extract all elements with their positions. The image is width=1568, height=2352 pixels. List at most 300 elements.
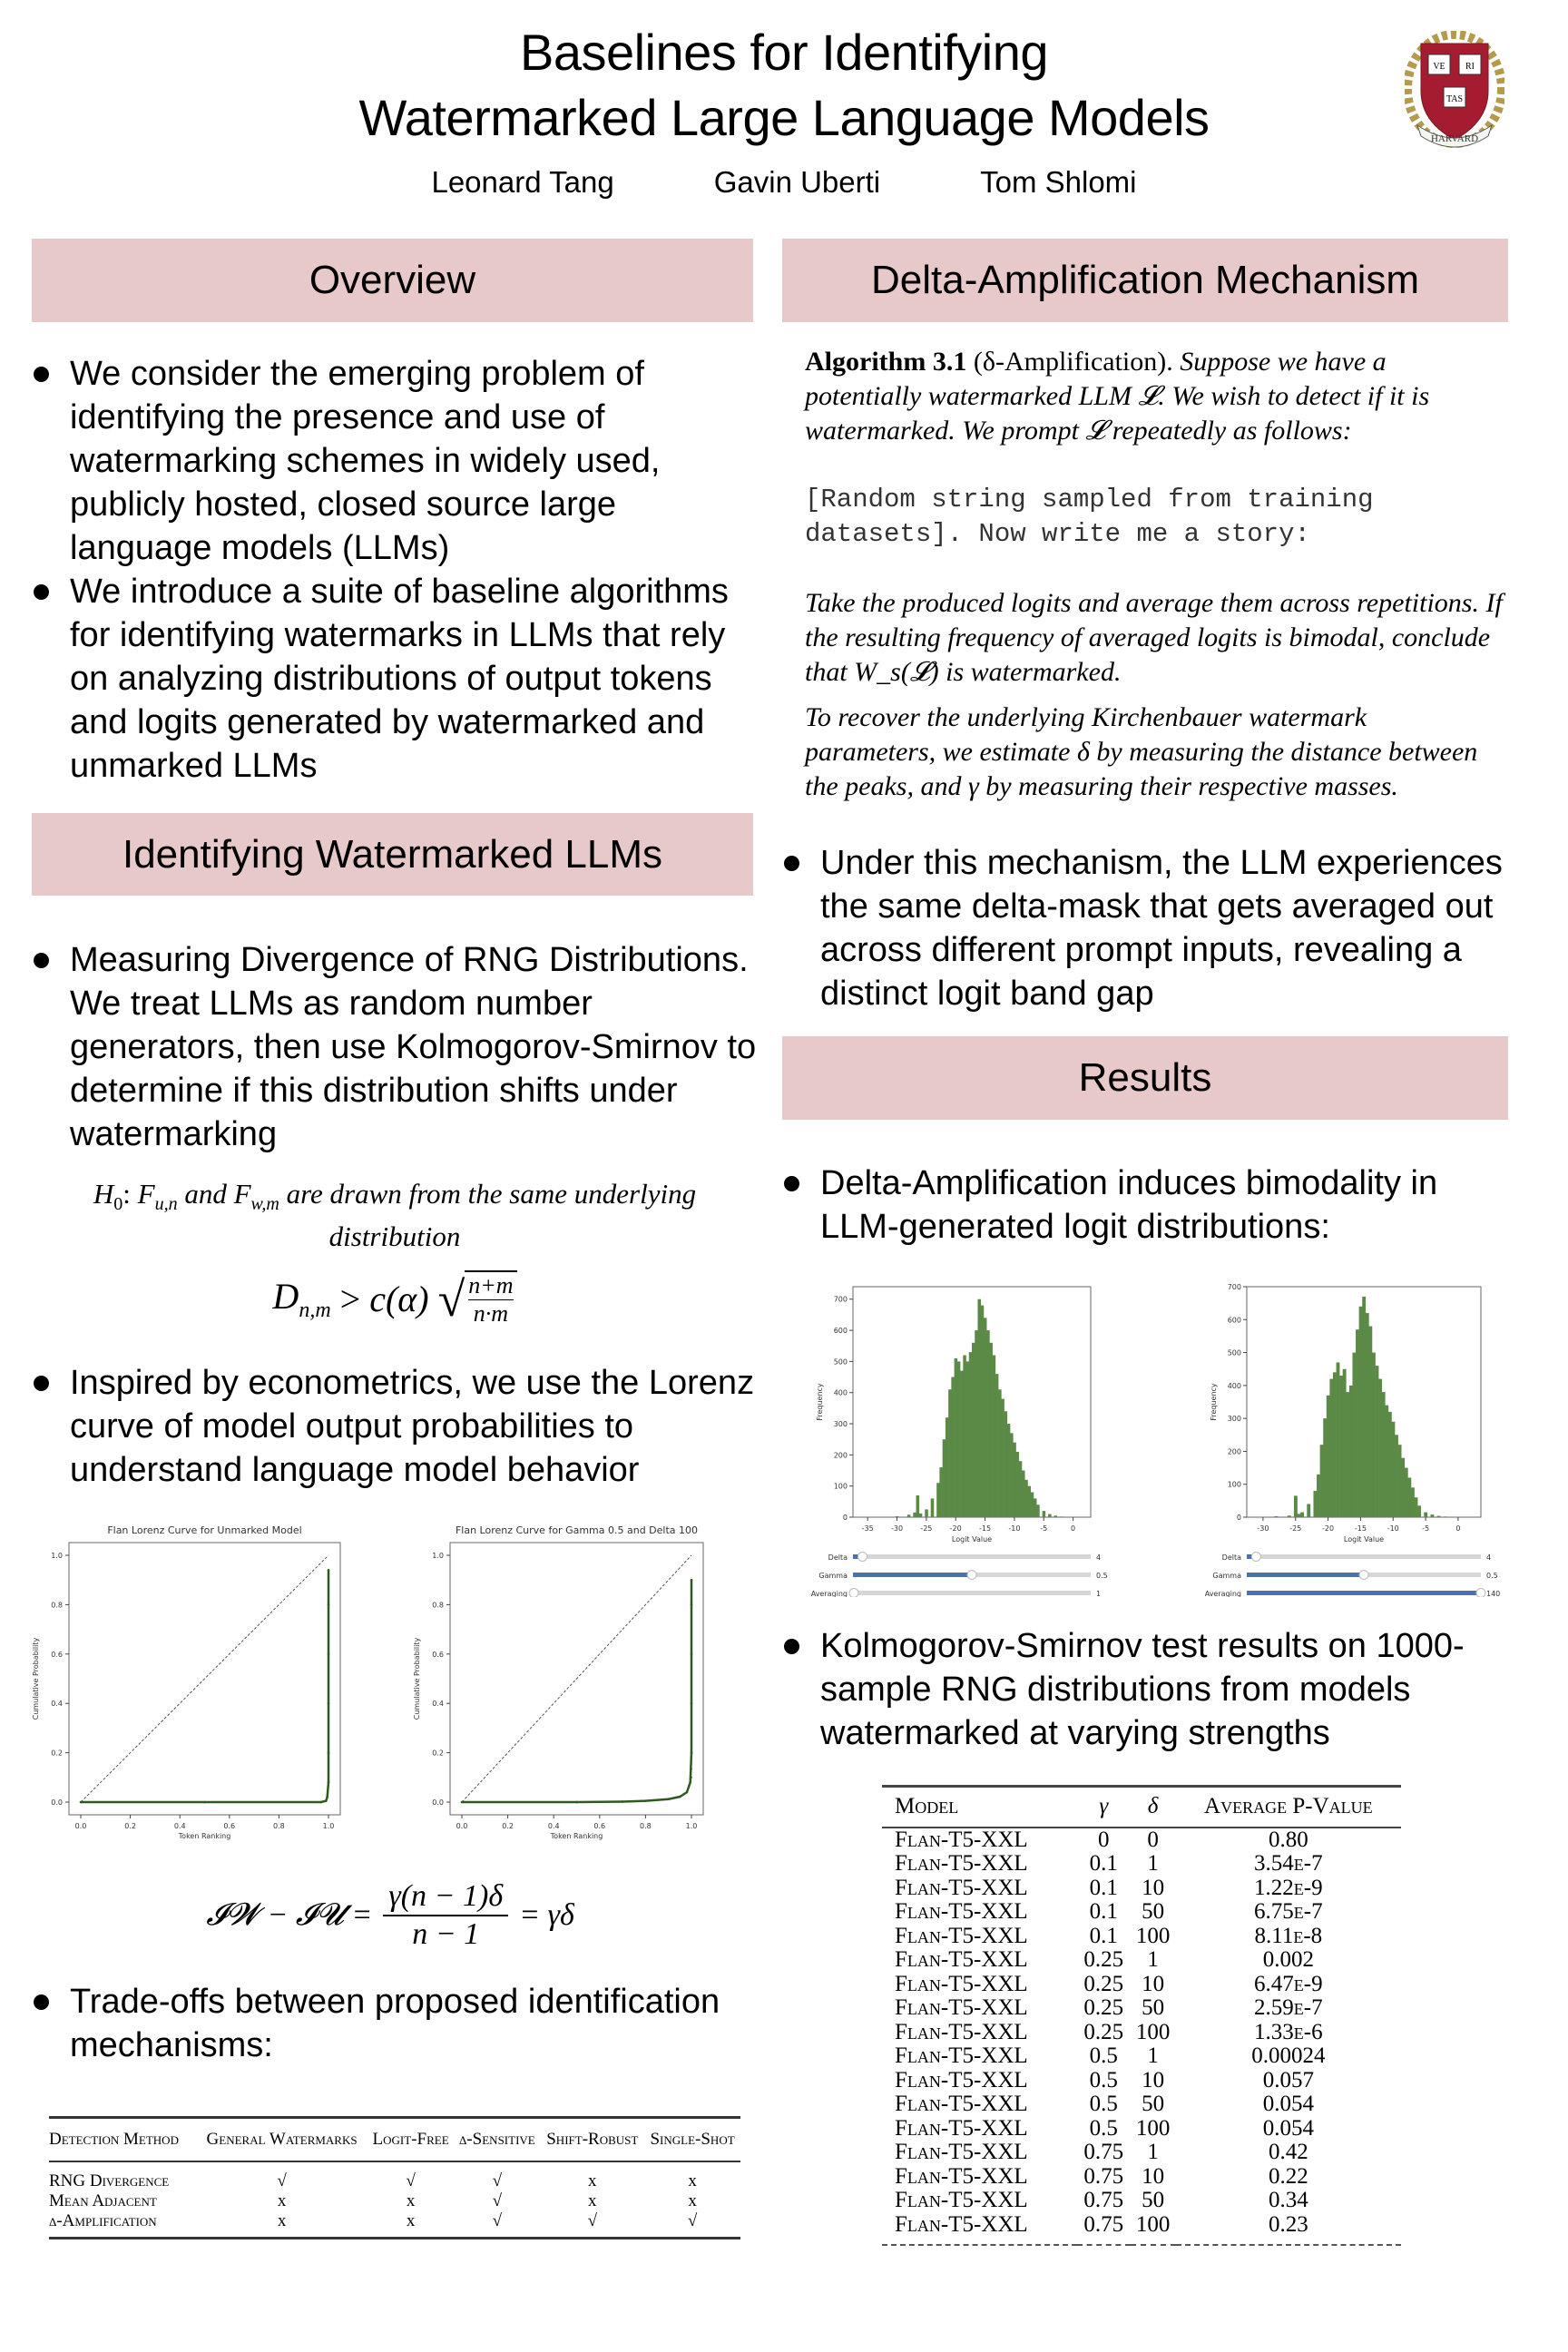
column-header: Single-Shot [650, 2130, 735, 2149]
param-value: 0.5 [1089, 2115, 1118, 2141]
histogram-bar [1024, 1480, 1028, 1517]
lorenz-tail-point [691, 1733, 692, 1735]
histogram-bar [1054, 1515, 1058, 1517]
histogram-bar [957, 1361, 961, 1517]
lorenz-tail-point [328, 1777, 329, 1779]
column-header: Model [895, 1794, 959, 1818]
p-value: 2.59e-7 [1254, 1995, 1323, 2020]
table-header-row [49, 2118, 740, 2162]
p-value: 0.057 [1262, 2067, 1314, 2092]
lorenz-point [691, 1579, 693, 1582]
lorenz-tail-point [328, 1699, 329, 1700]
column-header: Logit-Free [372, 2130, 449, 2149]
histogram-bar [969, 1352, 973, 1517]
table-cell: x [588, 2171, 597, 2190]
table-row [882, 2141, 1401, 2165]
slider-fill [853, 1573, 972, 1577]
y-tick-label: 0.4 [432, 1700, 444, 1709]
section-header-delta-mechanism: Delta-Amplification Mechanism [782, 239, 1508, 322]
algorithm-paragraph: Take the produced logits and average them across repetitions. If the resulting frequency of averaged logits is bimodal, conclude that W_s(𝓛) is watermarked. [805, 588, 1503, 687]
histogram-bar [951, 1377, 955, 1517]
section-header-identifying: Identifying Watermarked LLMs [32, 813, 753, 896]
x-tick-label: 1.0 [322, 1822, 335, 1830]
x-tick-label: -10 [1387, 1524, 1399, 1533]
table-row [49, 2161, 740, 2191]
lorenz-tail-point [328, 1586, 329, 1588]
table-row [882, 1828, 1401, 1853]
lorenz-point [328, 1569, 330, 1572]
x-tick-label: 0.8 [640, 1822, 652, 1830]
histogram-bar [1036, 1504, 1040, 1517]
lorenz-point [622, 1800, 624, 1803]
x-tick-label: 1.0 [685, 1822, 698, 1830]
lorenz-tail-point [691, 1777, 692, 1779]
table-row [882, 1996, 1401, 2021]
model-name: Flan-T5-XXL [895, 1995, 1028, 2020]
histogram-bar [1417, 1505, 1421, 1517]
lorenz-tail-point [691, 1595, 692, 1597]
table-cell: x [277, 2211, 287, 2230]
x-tick-label: -5 [1040, 1524, 1048, 1533]
lorenz-tail-point [328, 1759, 329, 1761]
bullet-icon [34, 1376, 49, 1391]
histogram-bar [1022, 1471, 1025, 1517]
bullet-icon [34, 367, 49, 382]
param-value: 0.75 [1083, 2188, 1124, 2212]
param-value: 50 [1142, 1899, 1165, 1924]
bullet-icon [34, 584, 49, 600]
table-row [49, 2211, 740, 2239]
row-label: δ-Amplification [49, 2211, 157, 2230]
table-row [882, 1973, 1401, 1997]
ks-equation: $D_{n,m}$ > c(α) √ n+m n·m [36, 1270, 753, 1328]
lorenz-tail-point [691, 1604, 692, 1606]
lorenz-tail-point [691, 1586, 692, 1588]
table-row [882, 2021, 1401, 2045]
tradeoff-table [49, 2116, 740, 2239]
param-value: 50 [1142, 2092, 1165, 2116]
param-value: 0.1 [1089, 1875, 1118, 1900]
lorenz-tail-point [691, 1656, 692, 1658]
lorenz-point [320, 1801, 323, 1804]
histogram-bar [1385, 1406, 1388, 1517]
histogram-bar [1004, 1411, 1008, 1517]
x-tick-label: 0.2 [124, 1822, 136, 1830]
histogram-bar [1391, 1422, 1395, 1517]
histogram-bar [1313, 1491, 1317, 1517]
table-row [882, 1900, 1401, 1925]
param-value: 100 [1135, 2211, 1171, 2237]
model-name: Flan-T5-XXL [895, 2067, 1028, 2092]
list-item: Kolmogorov-Smirnov test results on 1000-sample RNG distributions from models watermarked at varying strengths [782, 1624, 1508, 1755]
lorenz-point [679, 1796, 681, 1798]
model-name: Flan-T5-XXL [895, 2043, 1028, 2068]
histogram-bar [1339, 1376, 1343, 1517]
param-value: 0.5 [1089, 2043, 1118, 2068]
histogram-bar [1359, 1307, 1363, 1517]
slider-value: 0.5 [1486, 1572, 1498, 1580]
table-row [882, 2092, 1401, 2117]
lorenz-curve [462, 1580, 691, 1802]
model-name: Flan-T5-XXL [895, 1899, 1028, 1924]
lorenz-tail-point [691, 1630, 692, 1632]
param-value: 0.25 [1083, 2019, 1124, 2044]
histogram-bar [1327, 1396, 1330, 1517]
p-value: 8.11e-8 [1254, 1923, 1323, 1948]
table-cell: x [688, 2191, 697, 2210]
model-name: Flan-T5-XXL [895, 1923, 1028, 1948]
lorenz-tail-point [328, 1612, 329, 1614]
param-value: 0.5 [1089, 2067, 1118, 2092]
results-bullet-1 [782, 1161, 1508, 1249]
histogram-bar [946, 1417, 949, 1517]
model-name: Flan-T5-XXL [895, 1947, 1028, 1972]
y-tick-label: 700 [1227, 1283, 1241, 1291]
histogram-bar [1031, 1493, 1034, 1517]
bullet-icon [784, 1176, 799, 1191]
author-name: Leonard Tang [431, 165, 614, 199]
histogram-bar [1317, 1475, 1320, 1517]
x-tick-label: 0.4 [173, 1822, 186, 1830]
identifying-bullet-2 [32, 1361, 758, 1492]
model-name: Flan-T5-XXL [895, 2140, 1028, 2164]
x-tick-label: -5 [1422, 1524, 1430, 1533]
row-label: RNG Divergence [49, 2171, 170, 2190]
histogram-bar [1048, 1514, 1052, 1517]
param-value: 0.25 [1083, 1995, 1124, 2020]
lorenz-tail-point [328, 1656, 329, 1658]
histogram-bar [1395, 1435, 1398, 1517]
column-header: General Watermarks [206, 2130, 358, 2149]
slider-handle[interactable] [967, 1571, 976, 1580]
histogram-bar [1411, 1487, 1415, 1517]
logo-book-text: VE [1433, 62, 1446, 72]
table-cell: x [277, 2191, 287, 2210]
histogram-bar [939, 1467, 943, 1517]
slider-track [1247, 1554, 1481, 1559]
list-item: Under this mechanism, the LLM experiences the same delta-mask that gets averaged out across different prompt inputs, revealing a distinct logit band gap [782, 841, 1508, 1015]
param-value: 10 [1142, 1875, 1165, 1900]
param-value: 0.75 [1083, 2211, 1124, 2237]
section-header-overview: Overview [32, 239, 753, 322]
y-tick-label: 0.2 [51, 1749, 63, 1758]
equality-line [462, 1555, 691, 1802]
gini-equation: 𝓘𝓦 − 𝓘𝓤 = $\frac{\gamma(n - 1)\delta}{n - 1}$ = γδ [206, 1879, 574, 1951]
lorenz-tail-point [691, 1612, 692, 1614]
list-item: Delta-Amplification induces bimodality in LLM-generated logit distributions: [782, 1161, 1508, 1249]
histogram-bar [1401, 1458, 1405, 1517]
param-value: 0.25 [1083, 1971, 1124, 1996]
algorithm-paragraph: To recover the underlying Kirchenbauer watermark parameters, we estimate δ by measuring the distance between the peaks, and γ by measuring their respective masses. [805, 702, 1478, 801]
x-tick-label: 0.6 [223, 1822, 236, 1830]
histogram-bar [1352, 1353, 1356, 1517]
histogram-bar [1060, 1516, 1063, 1517]
histogram-bar [1323, 1418, 1327, 1517]
y-tick-label: 1.0 [51, 1552, 63, 1560]
list-item: Inspired by econometrics, we use the Lorenz curve of model output probabilities to understand language model behavior [32, 1361, 758, 1492]
histogram-bar [977, 1299, 981, 1517]
list-item: Measuring Divergence of RNG Distributions. We treat LLMs as random number generators, then use Kolmogorov-Smirnov to determine if this distribution shifts under watermarking [32, 938, 758, 1156]
param-value: 100 [1135, 1923, 1171, 1948]
y-axis-label: Cumulative Probability [32, 1637, 40, 1720]
param-value: 0.5 [1089, 2092, 1118, 2116]
table-row [882, 1877, 1401, 1901]
histogram-bar [1043, 1511, 1046, 1517]
model-name: Flan-T5-XXL [895, 2019, 1028, 2044]
list-item: We consider the emerging problem of identifying the presence and use of watermarking schemes in widely used, publicly hosted, closed source large language models (LLMs) [32, 352, 758, 570]
histogram-bar [1376, 1366, 1379, 1517]
x-tick-label: 0.8 [273, 1822, 285, 1830]
table-cell: x [406, 2211, 416, 2230]
y-axis-label: Frequency [816, 1383, 824, 1421]
row-label: Mean Adjacent [49, 2191, 157, 2210]
x-tick-label: 0 [1071, 1524, 1076, 1533]
table-cell: √ [277, 2171, 287, 2190]
column-header: δ [1147, 1794, 1159, 1818]
x-tick-label: 0.0 [456, 1822, 468, 1830]
table-row [882, 2044, 1401, 2069]
y-tick-label: 600 [833, 1327, 848, 1336]
histogram-bar [1300, 1513, 1304, 1517]
histogram-bar [1356, 1329, 1359, 1517]
y-tick-label: 500 [833, 1357, 848, 1367]
param-value: 10 [1142, 2067, 1165, 2092]
table-row [882, 2189, 1401, 2213]
histogram-bar [963, 1356, 966, 1517]
model-name: Flan-T5-XXL [895, 2163, 1028, 2189]
equality-line [81, 1555, 328, 1802]
logo-banner-text: HARVARD [1430, 133, 1479, 144]
param-value: 0.1 [1089, 1899, 1118, 1924]
lorenz-tail-point [328, 1630, 329, 1632]
algorithm-box [805, 345, 1504, 804]
x-tick-label: -15 [1354, 1524, 1367, 1533]
histogram-bar [1333, 1372, 1337, 1517]
algorithm-paragraph: Algorithm 3.1 (δ-Amplification). Suppose we have a potentially watermarked LLM 𝓛. We wish to detect if it is watermarked. We prompt 𝓛 repeatedly as follows: [805, 347, 1430, 446]
slider-track [853, 1554, 1091, 1559]
histogram-bar [972, 1343, 975, 1517]
slider-value: 140 [1486, 1590, 1501, 1597]
y-axis-label: Frequency [1210, 1383, 1218, 1421]
histogram-bar [1415, 1497, 1418, 1517]
p-value: 6.75e-7 [1254, 1899, 1323, 1924]
x-tick-label: -30 [1257, 1524, 1269, 1533]
lorenz-tail-point [691, 1647, 692, 1649]
lorenz-point [80, 1801, 83, 1804]
x-tick-label: 0.2 [502, 1822, 514, 1830]
lorenz-tail-point [691, 1759, 692, 1761]
param-value: 50 [1142, 1995, 1165, 2020]
param-value: 1 [1147, 1851, 1159, 1876]
y-tick-label: 0 [1236, 1514, 1241, 1522]
histogram-bar [1001, 1399, 1004, 1517]
histogram-bar [1388, 1412, 1392, 1517]
lorenz-point [328, 1653, 330, 1656]
slider-handle[interactable] [849, 1589, 858, 1598]
y-tick-label: 0.2 [432, 1749, 444, 1758]
results-bullet-2 [782, 1624, 1508, 1755]
section-header-results: Results [782, 1036, 1508, 1120]
lorenz-chart-unmarked [27, 1517, 408, 1851]
slider-value: 0.5 [1096, 1572, 1108, 1580]
p-value: 0.42 [1268, 2140, 1308, 2164]
poster-title [0, 20, 1568, 151]
param-value: 1 [1147, 1947, 1159, 1972]
table-row [882, 2117, 1401, 2141]
histogram-bar [1444, 1516, 1447, 1517]
histogram-bar [1298, 1514, 1301, 1517]
param-value: 1 [1147, 2043, 1159, 2068]
slider-label: Gamma [1212, 1572, 1241, 1580]
lorenz-tail-point [691, 1708, 692, 1710]
lorenz-tail-point [691, 1742, 692, 1744]
column-header: δ-Sensitive [458, 2130, 535, 2149]
list-item: Trade-offs between proposed identification mechanisms: [32, 1980, 758, 2067]
histogram-bar [925, 1509, 928, 1517]
histogram-bar [1362, 1297, 1366, 1517]
histogram-bar [1343, 1369, 1347, 1517]
histogram-bar [1329, 1379, 1333, 1517]
histogram-bar [1346, 1392, 1349, 1517]
lorenz-point [691, 1702, 693, 1705]
lorenz-tail-point [691, 1681, 692, 1683]
lorenz-tail-point [328, 1733, 329, 1735]
slider-handle[interactable] [858, 1553, 867, 1562]
model-name: Flan-T5-XXL [895, 2211, 1028, 2237]
slider-label: Averaging [810, 1590, 848, 1597]
y-tick-label: 0.0 [432, 1798, 444, 1807]
histogram-bar [1398, 1445, 1402, 1517]
table-cell: √ [492, 2171, 503, 2190]
slider-value: 1 [1096, 1590, 1102, 1597]
lorenz-tail-point [691, 1699, 692, 1700]
y-tick-label: 0.6 [51, 1650, 63, 1659]
table-cell: √ [492, 2191, 503, 2210]
overview-bullets [32, 352, 758, 788]
histogram-bar [1349, 1386, 1353, 1517]
lorenz-tail-point [328, 1742, 329, 1744]
lorenz-tail-point [328, 1725, 329, 1727]
logit-histogram-unaveraged [799, 1281, 1125, 1597]
ks-results-table [882, 1785, 1401, 2246]
logit-histogram-averaged [1180, 1281, 1515, 1597]
identifying-bullet-1 [32, 938, 758, 1156]
slider-handle[interactable] [1476, 1589, 1485, 1598]
slider-fill [1247, 1573, 1364, 1577]
slider-value: 4 [1096, 1553, 1102, 1562]
slider-handle[interactable] [1359, 1571, 1368, 1580]
x-axis-label: Token Ranking [178, 1832, 231, 1840]
prompt-template: [Random string sampled from training datasets]. Now write me a story: [805, 485, 1374, 549]
x-tick-label: -30 [890, 1524, 904, 1533]
histogram-bar [960, 1371, 964, 1517]
histogram-bar [1034, 1498, 1037, 1517]
histogram-bar [1437, 1516, 1441, 1517]
null-hypothesis: $H_0$: $F_{u,n}$ and $F_{w,m}$ are drawn from the same underlying distribution [93, 1178, 697, 1253]
lorenz-tail-point [691, 1639, 692, 1641]
lorenz-curve [81, 1570, 328, 1802]
slider-handle[interactable] [1251, 1553, 1260, 1562]
param-value: 0.25 [1083, 1947, 1124, 1972]
logo-book-text: TAS [1446, 94, 1464, 104]
histogram-bar [1016, 1452, 1020, 1517]
param-value: 10 [1142, 1971, 1165, 1996]
histogram-bar [907, 1514, 911, 1517]
histogram-bar [1274, 1516, 1278, 1517]
slider-value: 4 [1486, 1553, 1492, 1562]
histogram-bar [1368, 1327, 1372, 1517]
histogram-bar [1294, 1495, 1298, 1517]
histogram-bar [1382, 1392, 1386, 1517]
x-tick-label: 0.4 [547, 1822, 560, 1830]
histogram-bar [919, 1514, 923, 1517]
histogram-bar [913, 1513, 916, 1517]
table-cell: √ [492, 2211, 503, 2230]
p-value: 0.34 [1268, 2188, 1308, 2212]
param-value: 0.1 [1089, 1923, 1118, 1948]
param-value: 0.75 [1083, 2140, 1124, 2164]
table-cell: √ [687, 2211, 698, 2230]
y-tick-label: 0.8 [51, 1601, 63, 1610]
histogram-bar [1019, 1461, 1023, 1517]
lorenz-point [203, 1801, 206, 1804]
x-tick-label: -25 [920, 1524, 933, 1533]
param-value: 0 [1147, 1827, 1159, 1852]
lorenz-chart-watermarked [408, 1517, 753, 1851]
histogram-bar [966, 1361, 970, 1517]
lorenz-tail-point [328, 1604, 329, 1606]
table-cell: x [588, 2191, 597, 2210]
x-axis-label: Token Ranking [550, 1832, 603, 1840]
lorenz-point [691, 1653, 693, 1656]
y-tick-label: 200 [1227, 1447, 1241, 1456]
x-tick-label: 0 [1455, 1524, 1461, 1533]
model-name: Flan-T5-XXL [895, 1971, 1028, 1996]
histogram-bar [1378, 1379, 1382, 1517]
histogram-bar [984, 1318, 987, 1517]
histogram-bar [986, 1330, 990, 1517]
x-tick-label: -20 [1322, 1524, 1335, 1533]
y-tick-label: 0.0 [51, 1798, 63, 1807]
model-name: Flan-T5-XXL [895, 2188, 1028, 2212]
lorenz-tail-point [691, 1716, 692, 1718]
table-cell: √ [406, 2171, 416, 2190]
chart-title: Flan Lorenz Curve for Gamma 0.5 and Delta 100 [455, 1524, 699, 1536]
histogram-bar [1320, 1445, 1324, 1517]
column-header: Shift-Robust [546, 2130, 639, 2149]
y-tick-label: 300 [833, 1420, 848, 1429]
histogram-bar [1027, 1486, 1031, 1517]
author-list [0, 165, 1568, 200]
lorenz-point [644, 1799, 647, 1802]
histogram-bar [993, 1356, 996, 1517]
model-name: Flan-T5-XXL [895, 2115, 1028, 2141]
y-tick-label: 500 [1227, 1348, 1241, 1357]
histogram-bar [955, 1358, 958, 1517]
title-line-2: Watermarked Large Language Models [358, 89, 1210, 146]
lorenz-point [689, 1781, 691, 1784]
lorenz-tail-point [328, 1681, 329, 1683]
lorenz-point [325, 1799, 328, 1802]
lorenz-point [686, 1791, 689, 1794]
histogram-bar [1288, 1515, 1291, 1517]
lorenz-tail-point [691, 1673, 692, 1675]
table-cell: x [406, 2191, 416, 2210]
param-value: 0 [1098, 1827, 1110, 1852]
x-tick-label: -25 [1289, 1524, 1302, 1533]
histogram-bar [998, 1389, 1002, 1517]
param-value: 0.1 [1089, 1851, 1118, 1876]
